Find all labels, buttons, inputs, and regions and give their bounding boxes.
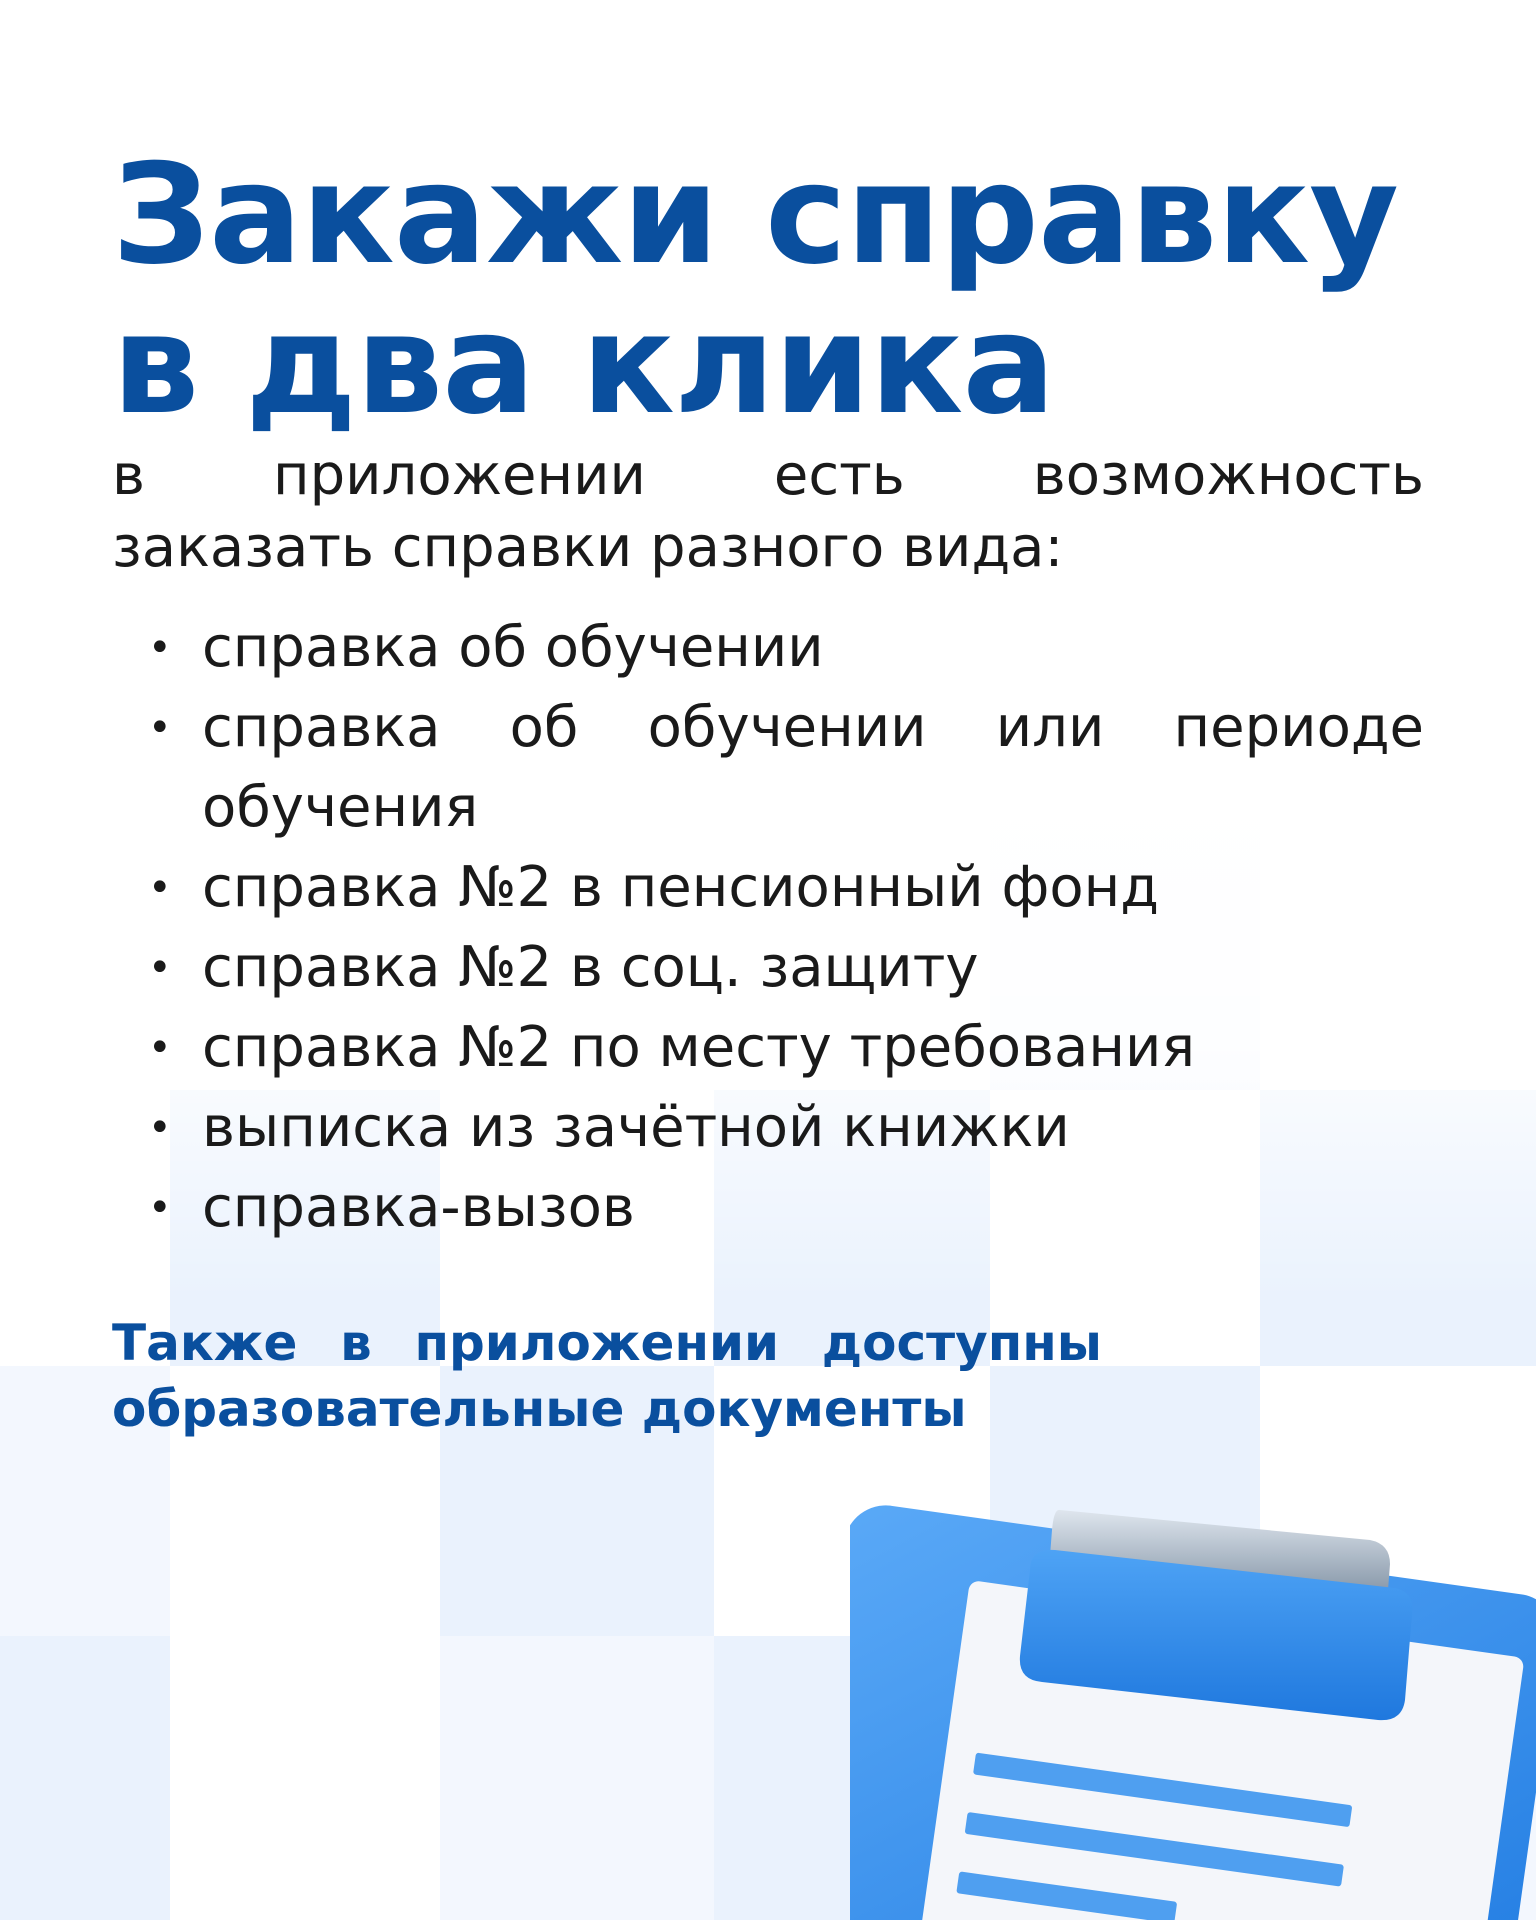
footer-note: Также в приложении доступны образовательные документы bbox=[112, 1314, 1102, 1438]
bullet-icon: • bbox=[148, 1025, 172, 1071]
list-item bbox=[112, 688, 1424, 848]
bullet-icon: • bbox=[148, 945, 172, 991]
list-item-label: справка-вызов bbox=[202, 1175, 635, 1240]
list-item-label: справка №2 по месту требования bbox=[202, 1015, 1196, 1080]
intro-line-1: в приложении есть возможность bbox=[112, 443, 1424, 508]
bullet-icon: • bbox=[148, 705, 172, 751]
list-item-label: справка об обучении или периоде обучения bbox=[202, 695, 1424, 840]
intro-text bbox=[112, 440, 1424, 584]
list-item bbox=[112, 1008, 1424, 1088]
bullet-icon: • bbox=[148, 1185, 172, 1231]
certificate-list bbox=[112, 608, 1424, 1248]
bullet-icon: • bbox=[148, 865, 172, 911]
title-line-2: в два клика bbox=[112, 284, 1055, 445]
page-title bbox=[112, 134, 1399, 445]
intro-line-2: заказать справки разного вида: bbox=[112, 515, 1064, 580]
list-item-label: выписка из зачётной книжки bbox=[202, 1095, 1070, 1160]
list-item-label: справка №2 в соц. защиту bbox=[202, 935, 979, 1000]
list-item bbox=[112, 1168, 1424, 1248]
title-line-1: Закажи справку bbox=[112, 134, 1399, 295]
bullet-icon: • bbox=[148, 625, 172, 671]
list-item bbox=[112, 848, 1424, 928]
list-item bbox=[112, 928, 1424, 1008]
list-item bbox=[112, 608, 1424, 688]
list-item-label: справка №2 в пенсионный фонд bbox=[202, 855, 1159, 920]
list-item-label: справка об обучении bbox=[202, 615, 824, 680]
list-item bbox=[112, 1088, 1424, 1168]
bullet-icon: • bbox=[148, 1105, 172, 1151]
clipboard-icon bbox=[850, 1460, 1536, 1920]
